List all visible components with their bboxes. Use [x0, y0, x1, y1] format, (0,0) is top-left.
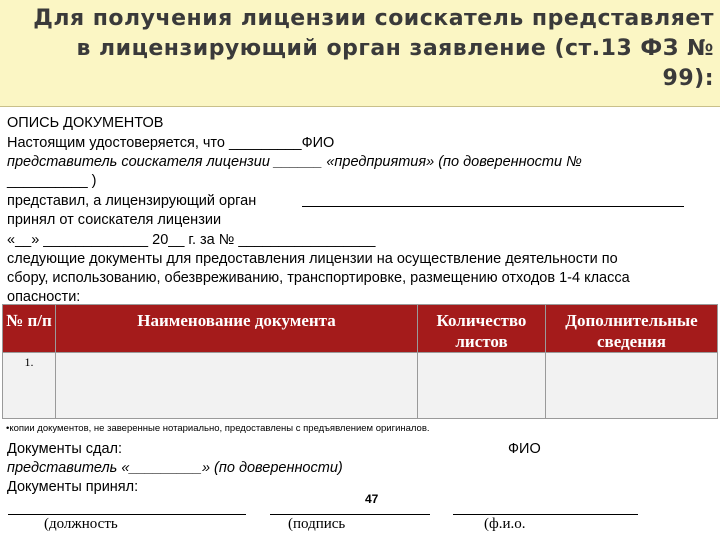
row-document-cell [56, 353, 418, 419]
submitted-label: Документы сдал: [7, 441, 123, 457]
slide-title-line-3: 99): [662, 66, 714, 91]
name-signature-line [453, 514, 638, 515]
position-caption: (должность [44, 516, 118, 532]
received-line: принял от соискателя лицензии [7, 212, 222, 228]
row-number-cell: 1. [3, 353, 56, 419]
submitter-representative: представитель «_________» (по доверенности) [7, 460, 343, 476]
header-additional-info: Дополнительные сведения [546, 305, 718, 353]
page-number: 47 [365, 492, 379, 506]
documents-line-1: следующие документы для предоставления лицензии на осуществление деятельности по [7, 251, 618, 267]
slide-header [0, 0, 720, 107]
header-sheet-count: Количество листов [418, 305, 546, 353]
signature-caption: (подпись [288, 516, 346, 532]
documents-table [2, 304, 718, 419]
representative-line: представитель соискателя лицензии ______ «предприятия» (по доверенности № [7, 154, 582, 170]
documents-line-3: опасности: [7, 289, 81, 305]
authority-underline [302, 192, 684, 207]
document-title: ОПИСЬ ДОКУМЕНТОВ [7, 115, 164, 131]
table-header-row [3, 305, 718, 353]
row-sheets-cell [418, 353, 546, 419]
name-caption: (ф.и.о. [484, 516, 526, 532]
slide-title-line-1: Для получения лицензии соискатель представляет [33, 6, 714, 31]
table-row [3, 353, 718, 419]
proxy-number-line: __________ ) [7, 173, 97, 189]
documents-line-2: сбору, использованию, обезвреживанию, транспортировке, размещению отходов 1-4 класса [7, 270, 630, 286]
row-info-cell [546, 353, 718, 419]
slide-title [6, 4, 714, 94]
signature-line [270, 514, 430, 515]
certify-line: Настоящим удостоверяется, что _________ФИО [7, 135, 335, 151]
date-number-line: «__» _____________ 20__ г. за № _________________ [7, 232, 376, 248]
footnote: •копии документов, не заверенные нотариально, предоставлены с предъявлением оригиналов. [6, 423, 430, 434]
submitter-fio: ФИО [508, 441, 541, 457]
position-signature-line [8, 514, 246, 515]
header-number: № п/п [3, 305, 56, 353]
slide-title-line-2: в лицензирующий орган заявление (ст.13 ФЗ № [76, 36, 714, 61]
presented-line: представил, а лицензирующий орган [7, 193, 257, 209]
accepted-label: Документы принял: [7, 479, 139, 495]
header-document-name: Наименование документа [56, 305, 418, 353]
